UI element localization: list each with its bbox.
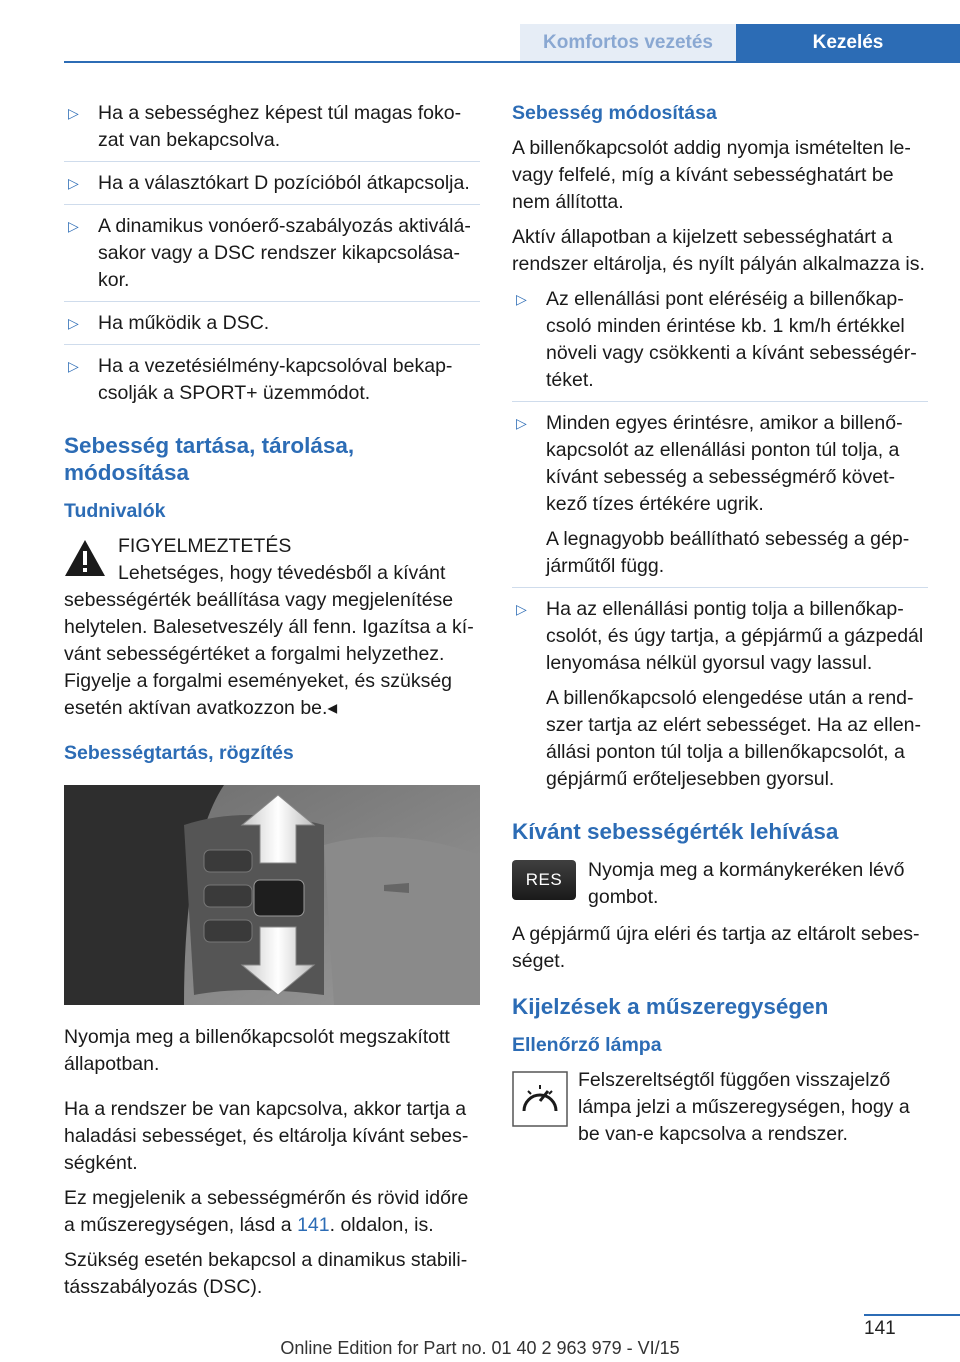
change-list — [512, 286, 928, 800]
paragraph-change-2: Aktív állapotban a kijelzett sebességhatárt a rendszer eltárolja, és nyílt pályán alkalmazza is. — [512, 226, 925, 275]
chapter-tab[interactable]: Kezelés — [736, 24, 960, 62]
warning-box — [64, 533, 480, 722]
triangle-bullet-icon: ▷ — [516, 291, 527, 307]
paragraph-system-on: Ha a rendszer be van kapcsolva, akkor tartja a haladási sebességet, és eltárolja kívánt sebes-ségként. — [64, 1098, 469, 1174]
list-item: ▷ Ha a sebességhez képest túl magas foko-zat van bekapcsolva. — [64, 100, 480, 162]
paragraph-dsc: Szükség esetén bekapcsol a dinamikus stabili-tásszabályozás (DSC). — [64, 1249, 468, 1298]
list-item: ▷ Minden egyes érintésre, amikor a billenő-kapcsolót az ellenállási ponton túl tolja, a kívánt sebesség a sebességmérő követ-kező tízes értékére ugrik. A legnagyobb beállítható sebesség a gép-járműtől függ. — [512, 410, 928, 588]
warning-text: sebességérték beállítása vagy megjelenítése helytelen. Balesetveszély áll fenn. Igazítsa a kí-vánt sebességértéket a forgalmi helyzethez. Figyelje a forgalmi eseményeket, és szükség esetén aktívan avatkozzon be.◂ — [64, 589, 474, 719]
edition-line: Online Edition for Part no. 01 40 2 963 979 - VI/15 — [280, 1338, 680, 1358]
left-column — [64, 100, 480, 1309]
warning-triangle-icon — [64, 538, 106, 578]
right-column — [512, 100, 928, 1148]
triangle-bullet-icon: ▷ — [68, 218, 79, 234]
list-item: ▷ Ha a vezetésiélmény-kapcsolóval bekap-csolják a SPORT+ üzemmódot. — [68, 355, 453, 404]
triangle-bullet-icon: ▷ — [516, 415, 527, 431]
res-button[interactable]: RES — [512, 860, 576, 900]
warning-title: FIGYELMEZTETÉS — [118, 535, 292, 557]
lamp-row — [512, 1067, 928, 1148]
triangle-bullet-icon: ▷ — [68, 105, 79, 121]
heading-change-speed: Sebesség módosítása — [512, 102, 717, 124]
page-number: 141 — [864, 1318, 896, 1339]
heading-recall: Kívánt sebességérték lehívása — [512, 819, 839, 844]
footer-rule — [864, 1314, 960, 1316]
list-item: ▷ Az ellenállási pont eléréséig a billenőkap-csoló minden érintése kb. 1 km/h értékkel növeli vagy csökkenti a kívánt sebességér-téket. — [512, 286, 928, 402]
steering-wheel-photo — [64, 785, 480, 1005]
list-item: ▷ Ha a választókart D pozícióból átkapcsolja. — [64, 170, 480, 205]
res-description: Nyomja meg a kormánykeréken lévő gombot. — [588, 859, 905, 908]
section-tab[interactable]: Komfortos vezetés — [520, 24, 736, 62]
res-row — [512, 857, 928, 911]
paragraph-resume: A gépjármű újra eléri és tartja az eltárolt sebes-séget. — [512, 923, 920, 972]
list-item: ▷ A dinamikus vonóerő-szabályozás aktiválá-sakor vagy a DSC rendszer kikapcsolása-kor. — [64, 213, 480, 302]
warning-text-first: Lehetséges, hogy tévedésből a kívánt — [118, 562, 446, 584]
triangle-bullet-icon: ▷ — [68, 175, 79, 191]
lamp-description: Felszereltségtől függően visszajelző lámpa jelzi a műszeregységen, hogy a be van-e kapcsolva a rendszer. — [578, 1069, 910, 1145]
heading-displays: Kijelzések a műszeregységen — [512, 994, 829, 1019]
triangle-bullet-icon: ▷ — [68, 315, 79, 331]
page-header — [0, 24, 960, 62]
heading-info: Tudnivalók — [64, 500, 166, 522]
triangle-bullet-icon: ▷ — [516, 601, 527, 617]
paragraph-change-1: A billenőkapcsolót addig nyomja ismételten le-vagy felfelé, míg a kívánt sebességhatárt be nem állította. — [512, 137, 911, 213]
header-rule — [64, 61, 960, 63]
paragraph-display: Ez megjelenik a sebességmérőn és rövid időre a műszeregységen, lásd a 141. oldalon, is. — [64, 1187, 469, 1236]
cruise-control-lamp-icon — [512, 1071, 568, 1127]
list-item: ▷ Ha az ellenállási pontig tolja a billenőkap-csolót, és úgy tartja, a gépjármű a gázpedál lenyomása nélkül gyorsul vagy lassul. A billenőkapcsoló elengedése után a rend-szer tartja az elért sebességet. Ha az ellen-állási ponton túl tolja a billenőkapcsolót, a gépjármű erőteljesebben gyorsul. — [516, 598, 924, 790]
list-item: ▷ Ha működik a DSC. — [64, 310, 480, 345]
condition-list — [64, 100, 480, 414]
triangle-bullet-icon: ▷ — [68, 358, 79, 374]
paragraph-interrupt: Nyomja meg a billenőkapcsolót megszakított állapotban. — [64, 1026, 450, 1075]
heading-indicator-lamp: Ellenőrző lámpa — [512, 1034, 662, 1056]
page-link[interactable]: 141 — [297, 1214, 330, 1236]
heading-hold-store: Sebességtartás, rögzítés — [64, 742, 294, 764]
heading-speed-hold: Sebesség tartása, tárolása, módosítása — [64, 433, 355, 485]
